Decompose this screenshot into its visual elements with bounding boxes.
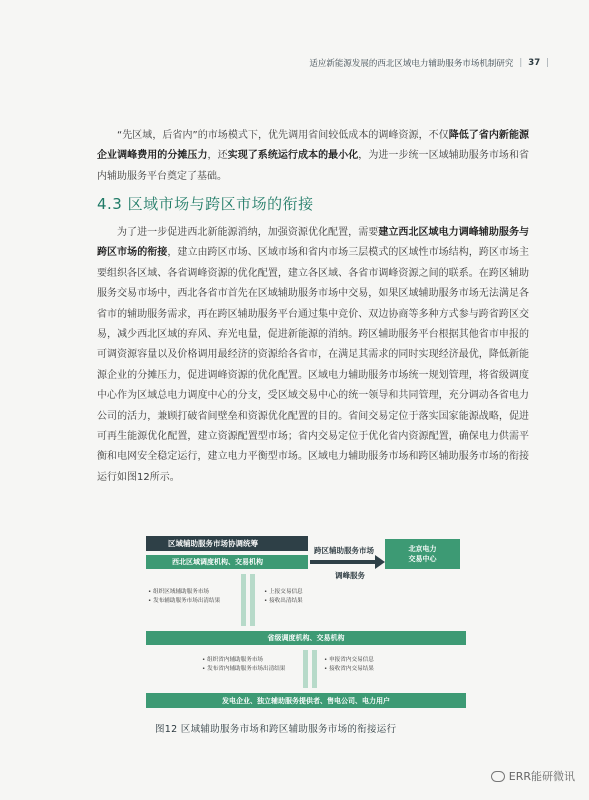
paragraph-text: ，建立由跨区市场、区域市场和省内市场三层模式的区域性市场结构，跨区市场主要组织各区域、各省调峰资源的优化配置，建立各区域、各省市调峰资源之间的联系。在跨区辅助服务交易市场中，西北各省市首先在区域辅助服务市场中交易，如果区域辅助服务市场无法满足各省市的辅助服务需求，再在跨区辅助服务平台通过集中竞价、双边协商等多种方式参与跨省跨区交易，减少西北区域的弃风、弃光电量，促进新能源的消纳。跨区辅助服务平台根据其他省市申报的可调资源容量以及价格调用最经济的资源给各省市，在满足其需求的同时实现经济最优，降低新能源企业的分摊压力，促进调峰资源的优化配置。区域电力辅助服务市场统一规划管理，将省级调度中心作为区域总电力调度中心的分支，受区域交易中心的统一领导和共同管理，充分调动各省电力公司的活力，兼顾打破省间壁垒和资源优化配置的目的。省间交易定位于落实国家能源战略，促进可再生能源优化配置，建立资源配置型市场；省内交易定位于优化省内资源配置，确保电力供需平衡和电网安全稳定运行，建立电力平衡型市场。区域电力辅助服务市场和跨区辅助服务市场的衔接运行如图12所示。	[97, 247, 530, 483]
paragraph-bold: 建立西北区域电力调峰辅助服务与跨区市场的衔接	[97, 227, 530, 259]
list-item: • 上报交易信息	[264, 589, 303, 595]
region-downward-list	[148, 588, 220, 606]
header-divider: |	[519, 58, 523, 68]
paragraph-text: ，还	[207, 150, 228, 162]
list-item: • 发布辅助服务市场出清结果	[148, 598, 221, 604]
down-arrow-icon	[303, 650, 308, 688]
paragraph-text: ，为进一步统一区域辅助服务市场和省内辅助服务平台奠定了基础。	[97, 150, 530, 182]
page-number: 37	[528, 58, 541, 68]
list-item: • 接收省内交易结果	[324, 666, 374, 672]
figure-caption: 图12 区域辅助服务市场和跨区辅助服务市场的衔接运行	[155, 724, 397, 735]
list-item: • 接收出清结果	[264, 598, 303, 604]
list-item: • 组织区域辅助服务市场	[148, 589, 210, 595]
provincial-dispatch-box: 省级调度机构、交易机构	[146, 631, 466, 645]
watermark	[491, 768, 575, 784]
paragraph-2	[97, 223, 529, 488]
paragraph-bold: 降低了省内新能源企业调峰费用的分摊压力	[97, 130, 529, 162]
running-header	[309, 57, 549, 69]
paragraph-text: 为了进一步促进西北新能源消纳，加强资源优化配置，需要	[117, 227, 379, 238]
paragraph-1	[97, 126, 529, 187]
beijing-line-1: 北京电力	[408, 545, 437, 553]
up-arrow-icon	[312, 650, 317, 688]
wechat-icon	[491, 771, 505, 782]
list-item: • 组织省内辅助服务市场	[202, 657, 264, 663]
arrow-right-icon	[375, 555, 385, 569]
down-arrow-icon	[241, 574, 246, 626]
paragraph-text: “先区域，后省内”的市场模式下，优先调用省间较低成本的调峰资源，不仅	[117, 130, 449, 141]
list-item: • 发布省内辅助服务市场出清结果	[202, 666, 286, 672]
peak-service-label: 调峰服务	[335, 571, 365, 580]
up-arrow-icon	[250, 574, 255, 626]
coordination-box: 区域辅助服务市场协调统筹	[146, 536, 308, 551]
list-item: • 申报省内交易信息	[324, 657, 374, 663]
paragraph-bold: 实现了系统运行成本的最小化	[227, 150, 359, 162]
regional-dispatch-box: 西北区域调度机构、交易机构	[146, 555, 308, 569]
region-upward-list	[264, 588, 303, 606]
section-title: 4.3 区域市场与跨区市场的衔接	[97, 195, 314, 213]
header-divider-right: |	[546, 58, 549, 68]
cross-region-label: 跨区辅助服务市场	[314, 546, 374, 555]
participants-box: 发电企业、独立辅助服务提供者、售电公司、电力用户	[146, 693, 466, 708]
watermark-text: ERR能研微讯	[508, 770, 575, 783]
province-downward-list	[202, 656, 285, 674]
beijing-exchange-box	[385, 539, 460, 569]
figure-12-diagram	[146, 530, 479, 712]
province-upward-list	[324, 656, 374, 674]
running-title: 适应新能源发展的西北区域电力辅助服务市场机制研究	[309, 59, 514, 69]
beijing-line-2: 交易中心	[408, 555, 437, 563]
arrow-right-line	[310, 560, 377, 564]
